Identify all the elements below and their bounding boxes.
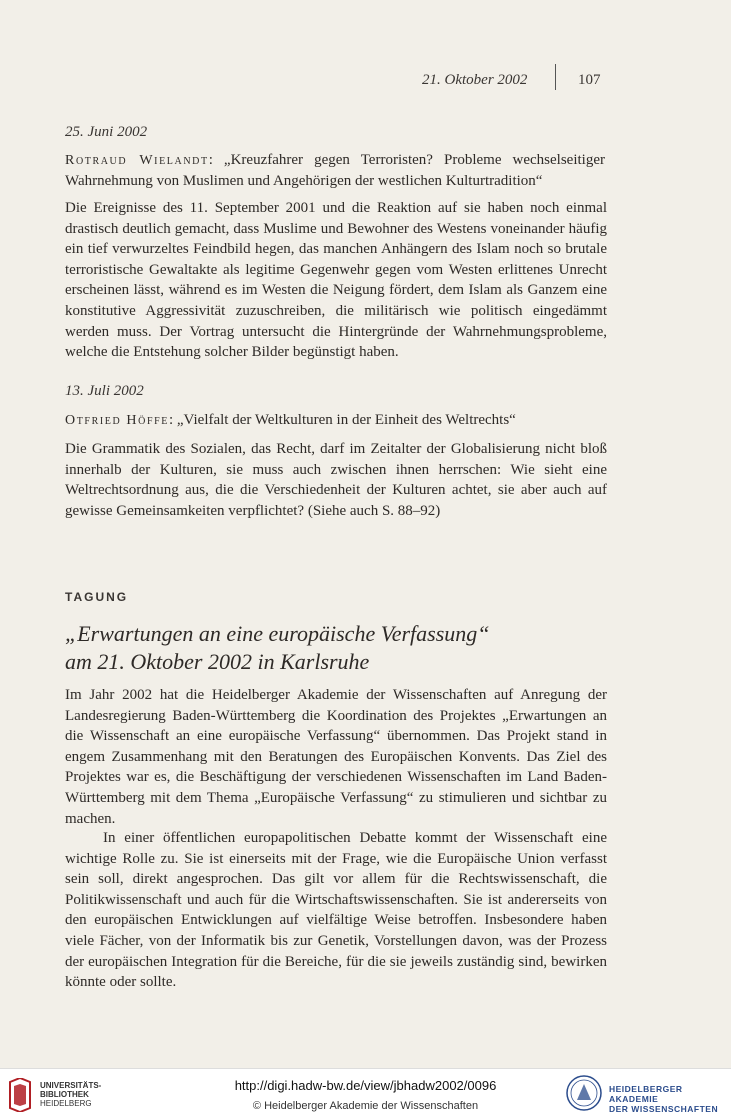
entry-date: 25. Juni 2002 [65, 124, 148, 140]
academy-seal-icon[interactable] [566, 1075, 602, 1111]
header-divider [555, 64, 556, 90]
speaker-name: Otfried Höffe [65, 413, 169, 428]
university-library-name: UNIVERSITÄTS- BIBLIOTHEK HEIDELBERG [40, 1081, 102, 1108]
academy-name: HEIDELBERGER AKADEMIE DER WISSENSCHAFTEN [609, 1084, 719, 1114]
entry-abstract: Die Ereignisse des 11. September 2001 und die Reaktion auf sie haben noch einmal drastisch deutlich gemacht, dass Muslime und Bewohner des Westens voneinander häufig ein tief verwurzeltes Feindbild hegen, das manchen Anhängern des Islam noch so brutale terroristische Gewaltakte als legitime Gegenwehr gegen vom Westen erlittenes Unrecht erscheinen lässt, während es im Westen die Neigung fördert, dem Islam als Ganzem eine konstitutive Aggressivität zuzuschreiben, die militärisch wie politisch eingedämmt werden muss. Der Vortrag untersucht die Hintergründe der Wahrnehmungsprobleme, welche die Entstehung solcher Bilder begünstigt haben. [65, 200, 607, 361]
entry-abstract: Die Grammatik des Sozialen, das Recht, darf im Zeitalter der Globalisierung nicht bloß innerhalb der Kulturen, sie muss auch zwischen ihnen herrschen: Wie sieht eine Weltrechtsordnung aus, die die Verschiedenheit der Kulturen achtet, sie aber auch auf gewisse Gemeinsamkeiten verpflichtet? (Siehe auch S. 88–92) [65, 441, 607, 519]
permalink-url[interactable]: http://digi.hadw-bw.de/view/jbhadw2002/0096 [234, 1078, 497, 1093]
copyright-notice: © Heidelberger Akademie der Wissenschaften [252, 1100, 479, 1112]
running-header-date: 21. Oktober 2002 [422, 72, 528, 88]
page-number: 107 [578, 72, 601, 88]
lecture-title: : „Kreuzfahrer gegen Terroristen? Probleme wechselseitiger Wahrnehmung von Muslimen und Angehörigen der westlichen Kulturtradition“ [65, 152, 605, 189]
conference-paragraph: Im Jahr 2002 hat die Heidelberger Akademie der Wissenschaften auf Anregung der Landesregierung Baden-Württemberg die Koordination des Projektes „Erwartungen an die Wissenschaft an eine europäische Verfassung“ übernommen. Das Projekt stand in engem Zusammenhang mit den Beratungen des Europäischen Konvents. Das Ziel des Projektes war es, die Beschäftigung der verschiedenen Wissenschaften im Land Baden-Württemberg mit dem Thema „Europäische Verfassung“ zu stimulieren und sichtbar zu machen. [65, 687, 607, 827]
conference-title-line1: „Erwartungen an eine europäische Verfassung“ [65, 621, 490, 646]
entry-heading [65, 410, 605, 431]
entry-date: 13. Juli 2002 [65, 383, 144, 399]
speaker-name: Rotraud Wielandt [65, 153, 209, 168]
viewer-footer [0, 1068, 731, 1120]
lecture-title: : „Vielfalt der Weltkulturen in der Einheit des Weltrechts“ [168, 412, 516, 428]
conference-title-line2: am 21. Oktober 2002 in Karlsruhe [65, 649, 370, 674]
conference-title [65, 620, 490, 676]
entry-heading [65, 150, 605, 192]
section-label: TAGUNG [65, 590, 129, 604]
conference-paragraph: In einer öffentlichen europapolitischen Debatte kommt der Wissenschaft eine wichtige Rolle zu. Sie ist einerseits mit der Frage, wie die Europäische Union verfasst sein soll, direkt angesprochen. Das gilt vor allem für die Rechtswissenschaft, die Politikwissenschaft und auch für die Wirtschaftswissenschaften. Sie ist andererseits von den europäischen Entwicklungen auf vielfältige Weise betroffen. Insbesondere haben viele Fächer, von der Informatik bis zur Genetik, Vorstellungen davon, was der Prozess der europäischen Integration für die Bereiche, für die sie jeweils zuständig sind, bewirken könnte oder sollte. [65, 830, 607, 991]
